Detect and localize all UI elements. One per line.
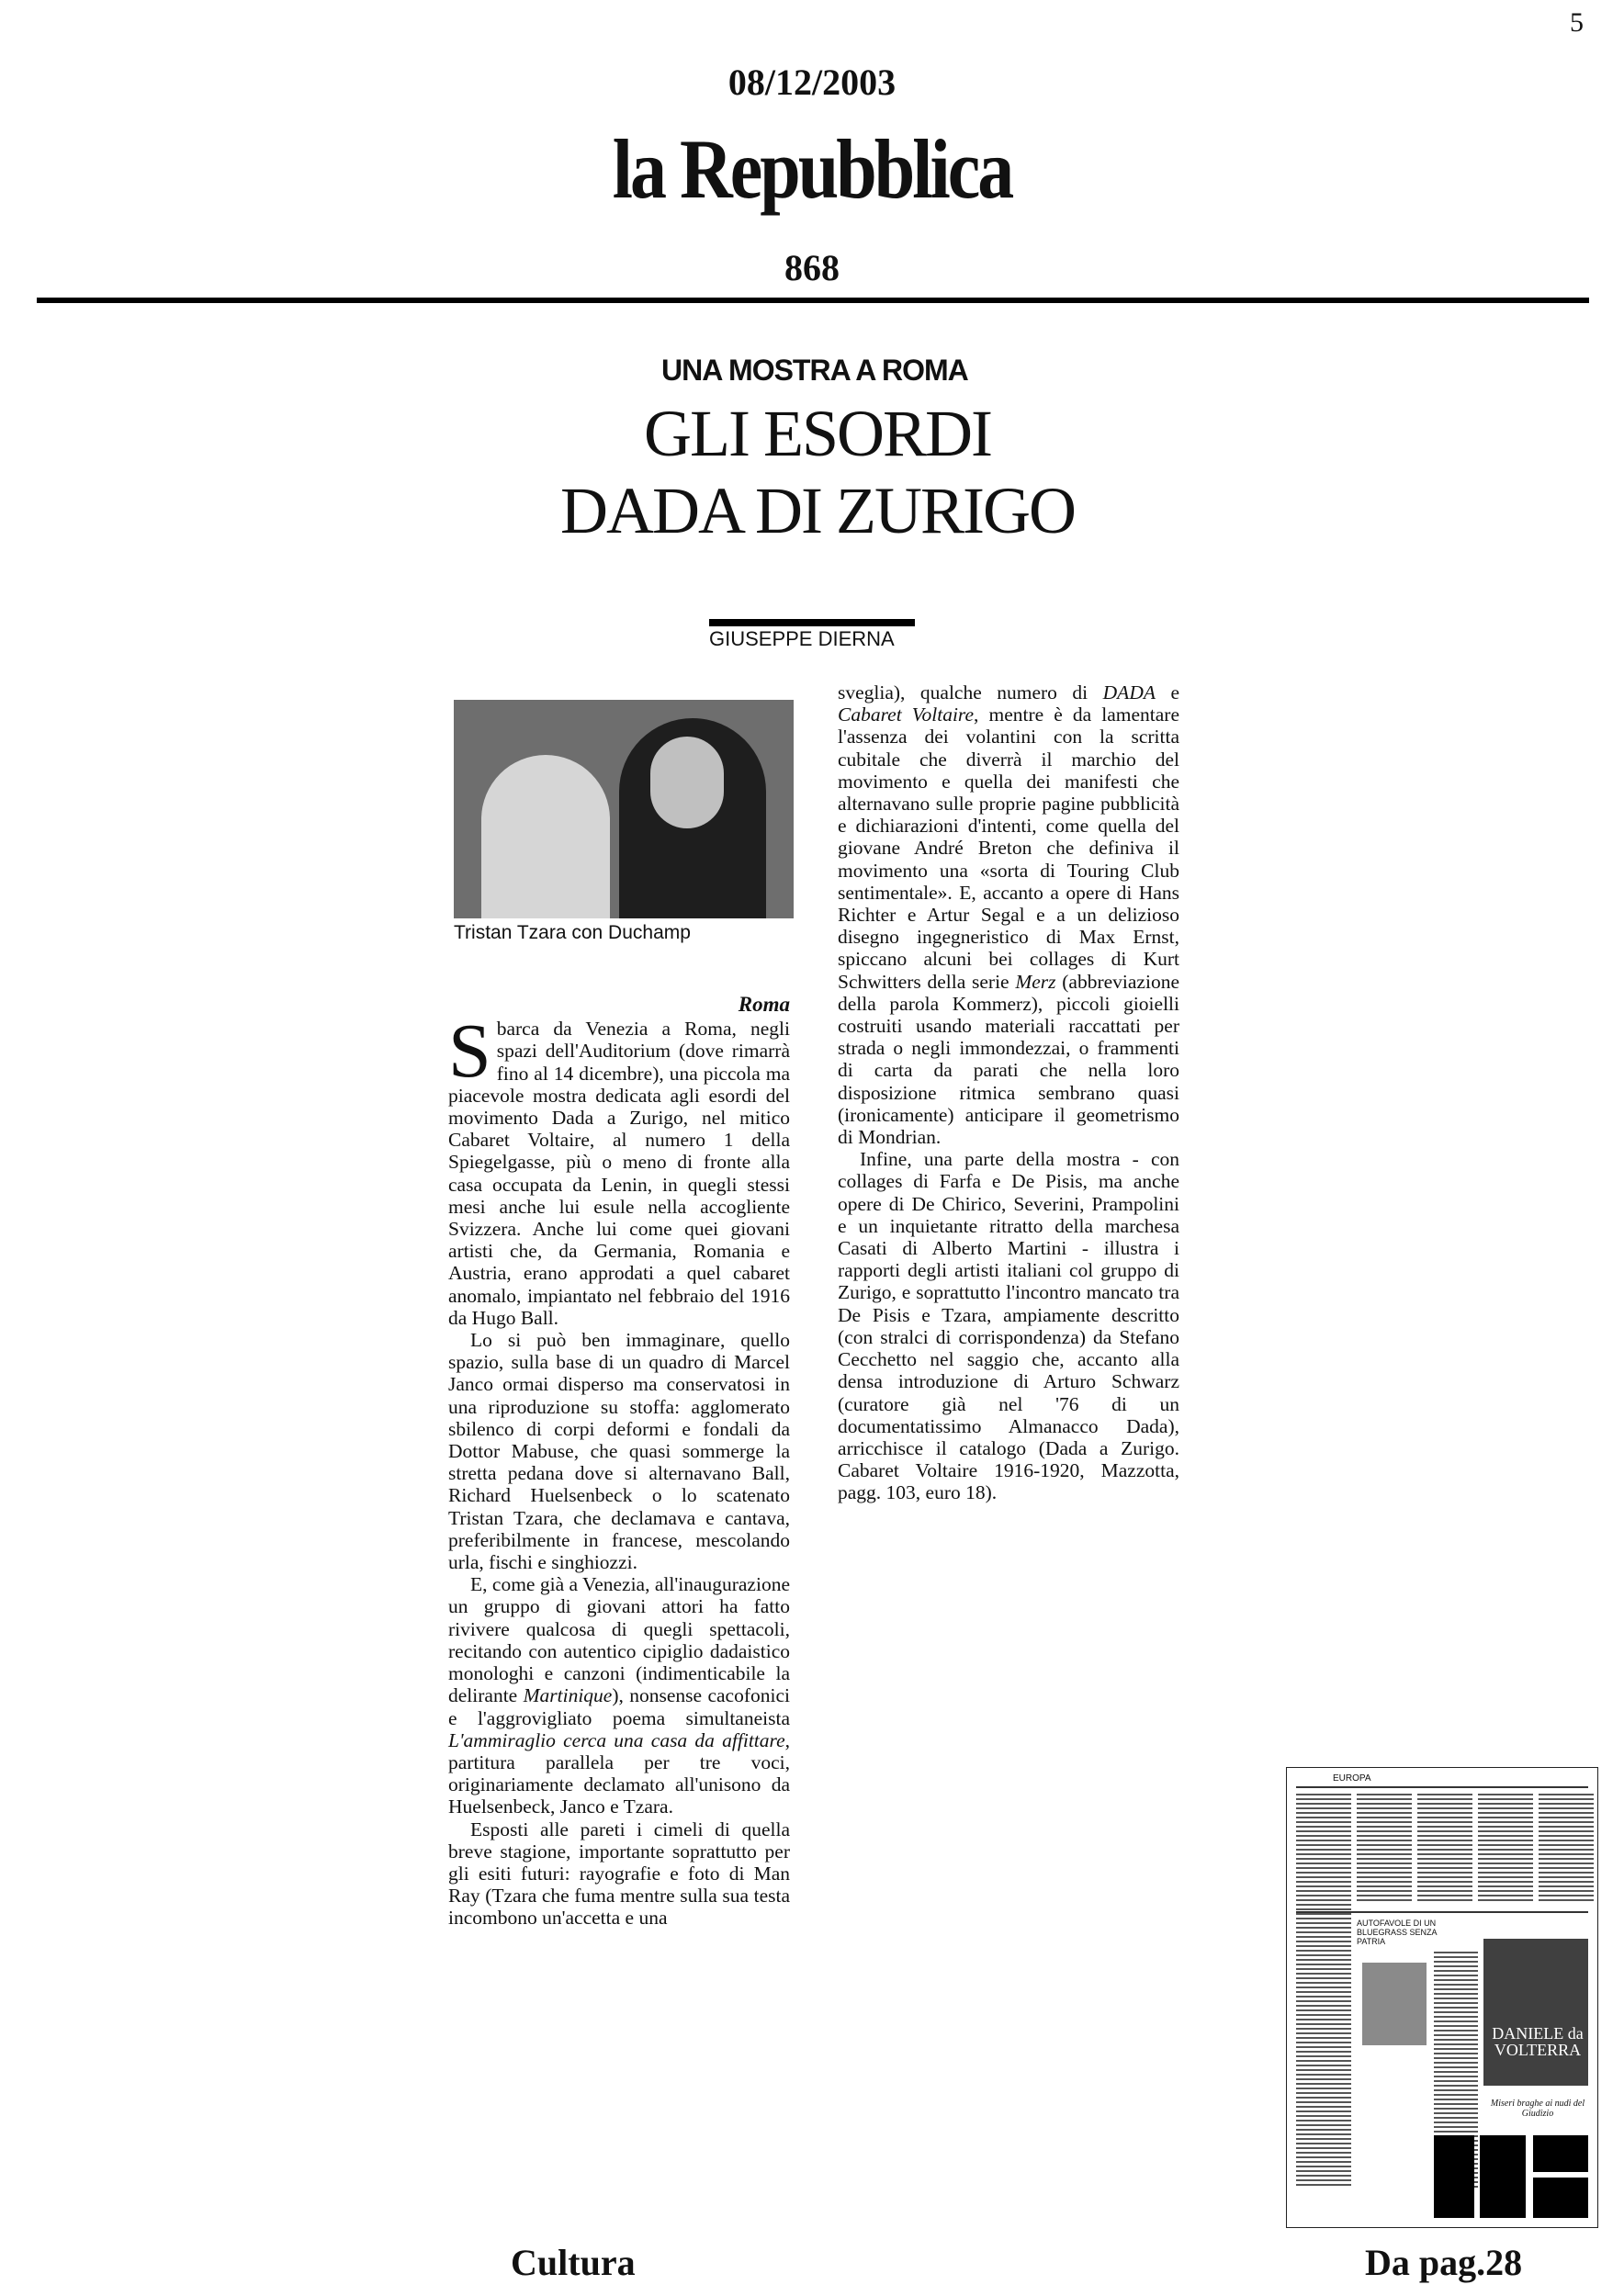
thumbnail-feature-subtitle: Miseri braghe ai nudi del Giudizio: [1490, 2099, 1585, 2119]
issue-number: 868: [784, 247, 840, 288]
source-page-thumbnail: [1286, 1767, 1598, 2228]
article-paragraph: Infine, una parte della mostra - con collages di Farfa e De Pisis, ma anche opere di De Chirico, Severini, Prampolini e un inquietante ritratto della marchesa Casati di Alberto Martini - illustra i rapporti degli artisti italiani col gruppo di Zurigo, e soprattutto l'incontro mancato tra De Pisis e Tzara, ampiamente descritto (con stralci di corrispondenza) da Stefano Cecchetto nel saggio che, accanto alla densa introduzione di Arturo Schwarz (curatore già nel '76 di un documentatissimo Almanacco Dada), arricchisce il catalogo (Dada a Zurigo. Cabaret Voltaire 1916-1920, Mazzotta, pagg. 103, euro 18).: [838, 1148, 1179, 1504]
article-byline: GIUSEPPE DIERNA: [709, 627, 895, 650]
thumbnail-rule: [1296, 1911, 1588, 1913]
publication-date: 08/12/2003: [727, 62, 897, 103]
thumbnail-text-column: [1357, 1794, 1412, 1904]
article-photo: [454, 700, 794, 918]
thumbnail-text-column: [1478, 1794, 1533, 1904]
article-paragraph: Esposti alle pareti i cimeli di quella breve stagione, importante soprattutto per gli esiti futuri: rayografie e foto di Man Ray (Tzara che fuma mentre sulla sua testa incombono un'accetta e una: [448, 1818, 790, 1930]
article-column-1: [448, 994, 790, 1930]
article-dateline: Roma: [738, 993, 790, 1016]
page-number: 5: [1570, 7, 1584, 38]
thumbnail-text-column: [1539, 1794, 1594, 1904]
photo-figure-left: [481, 755, 610, 918]
article-paragraph: sveglia), qualche numero di DADA e Cabaret Voltaire, mentre è da lamentare l'assenza dei volantini con la scritta cubitale che diverrà il marchio del movimento e quella dei manifesti che alternavano sulle proprie pagine pubblicità e dichiarazioni d'intenti, come quella del giovane André Breton che definiva il movimento una «sorta di Touring Club sentimentale». E, accanto a opere di Hans Richter e Artur Segal e a un delizioso disegno ingegneristico di Max Ernst, spiccano alcuni bei collages di Kurt Schwitters della serie Merz (abbreviazione della parola Kommerz), piccoli gioielli costruiti usando materiali raccattati per strada o negli immondezzai, o frammenti di carta da parati che nella loro disposizione ritmica sembrano quasi (ironicamente) anticipare il geometrismo di Mondrian.: [838, 681, 1180, 1149]
thumbnail-rule: [1296, 1786, 1588, 1788]
article-headline: GLI ESORDI DADA DI ZURIGO: [560, 397, 1075, 547]
thumbnail-feature-title: DANIELE da VOLTERRA: [1492, 2024, 1584, 2059]
header-divider: [37, 298, 1589, 303]
thumbnail-section: EUROPA: [1333, 1773, 1371, 1784]
section-label: Cultura: [511, 2242, 636, 2283]
thumbnail-text-column: [1296, 1794, 1351, 2189]
article-paragraph: Lo si può ben immaginare, quello spazio, sulla base di un quadro di Marcel Janco ormai disperso ma conservatosi in una riproduzione su stoffa: agglomerato sbilenco di corpi deformi e fondali da Dottor Mabuse, che quasi sommerge la stretta pedana dove si alternavano Ball, Richard Huelsenbeck o lo scatenato Tristan Tzara, che declamava e cantava, preferibilmente in francese, mescolando urla, fischi e singhiozzi.: [448, 1329, 790, 1574]
thumbnail-feature-band: [1483, 1939, 1588, 2086]
article-paragraph: Sbarca da Venezia a Roma, negli spazi dell'Auditorium (dove rimarrà fino al 14 dicembre), una piccola ma piacevole mostra dedicata agli esordi del movimento Dada a Zurigo, nel mitico Cabaret Voltaire, al numero 1 della Spiegelgasse, più o meno di fronte alla casa occupata da Lenin, in quegli stessi mesi anche lui esule nella accogliente Svizzera. Anche lui come quei giovani artisti che, da Germania, Romania e Austria, erano approdati a quel cabaret anomalo, impiantato nel febbraio del 1916 da Hugo Ball.: [448, 1008, 790, 1329]
source-page-label: Da pag.28: [1365, 2242, 1523, 2283]
thumbnail-picture: [1362, 1963, 1427, 2045]
thumbnail-black-block: [1480, 2135, 1526, 2218]
byline-bar: [709, 619, 915, 626]
thumbnail-black-block: [1533, 2135, 1588, 2172]
article-column-2: [838, 681, 1179, 1504]
photo-caption: Tristan Tzara con Duchamp: [454, 922, 691, 943]
newspaper-masthead: la Repubblica: [612, 123, 1012, 217]
article-paragraph: E, come già a Venezia, all'inaugurazione un gruppo di giovani attori ha fatto rivivere qualcosa di quegli spettacoli, recitando con autentico cipiglio dadaistico monologhi e canzoni (indimenticabile la delirante Martinique), nonsense cacofonici e l'aggrovigliato poema simultaneista L'ammiraglio cerca una casa da affittare, partitura parallela per tre voci, originariamente declamato all'unisono da Huelsenbeck, Janco e Tzara.: [448, 1573, 791, 1818]
photo-face: [650, 737, 724, 828]
drop-cap: S: [448, 1008, 491, 1095]
thumbnail-text-column: [1417, 1794, 1472, 1904]
thumbnail-black-block: [1434, 2135, 1474, 2218]
article-kicker: UNA MOSTRA A ROMA: [661, 354, 968, 387]
thumbnail-headline: AUTOFAVOLE DI UN BLUEGRASS SENZA PATRIA: [1357, 1919, 1438, 1946]
thumbnail-black-block: [1533, 2178, 1588, 2218]
